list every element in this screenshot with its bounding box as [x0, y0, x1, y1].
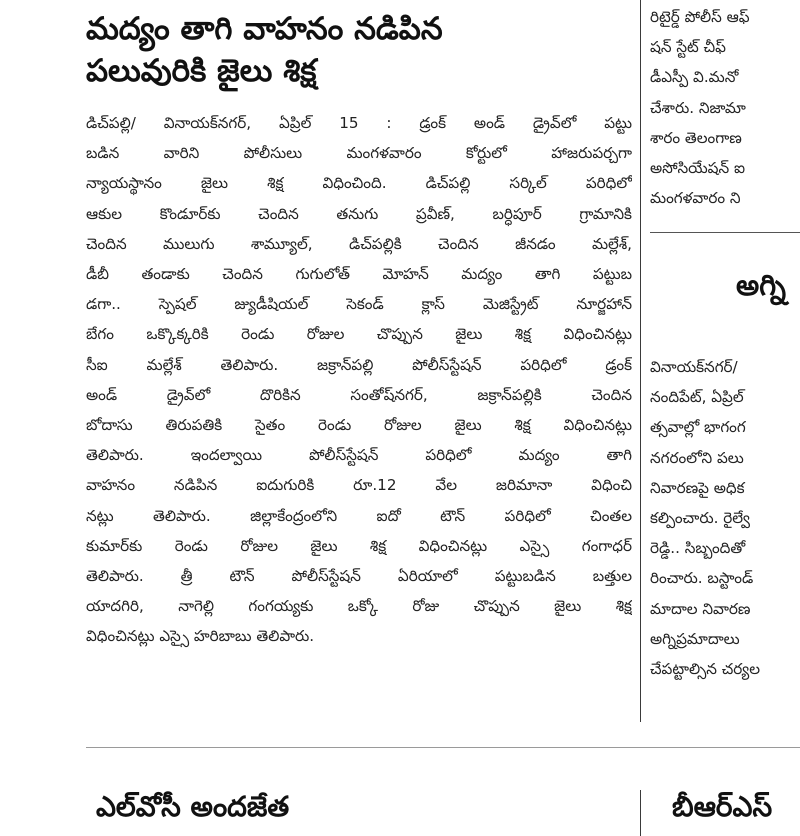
headline-line-1: మద్యం తాగి వాహనం నడిపిన [86, 11, 443, 47]
side-line: నందిపేట్, ఏప్రిల్ [650, 388, 744, 407]
side-line: త్సవాల్లో భాగంగ [650, 418, 746, 437]
bottom-left-headline: ఎల్‌వోసీ అందజేత [96, 790, 290, 823]
headline-line-2: పలువురికి జైలు శిక్ష [86, 53, 317, 89]
side-line: వినాయక్‌నగర్/ [650, 358, 738, 376]
body-line: కుమార్‌కు రెండు రోజుల జైలు శిక్ష విధించినట్లు ఎస్సై గంగాధర్ [86, 536, 632, 555]
side-line: మాదాల నివారణ [650, 599, 751, 618]
article-headline [86, 0, 632, 92]
side-column [650, 0, 800, 722]
body-line: బేగం ఒక్కొక్కరికి రెండు రోజుల చొప్పున జైలు శిక్ష విధించినట్లు [86, 325, 632, 344]
side-line: షన్ స్టేట్ చీఫ్ [650, 38, 726, 57]
body-line: చెందిన ములుగు శామ్యూల్, డిచ్‌పల్లికి చెందిన జీనడం మల్లేశ్, [86, 234, 632, 253]
side-line: డీఎస్పీ వి.మనో [650, 68, 739, 87]
side-line: మంగళవారం ని [650, 189, 741, 208]
body-line: ఆకుల కొండూర్‌కు చెందిన తనుగు ప్రవీణ్, బర్ధిపూర్ గ్రామానికి [86, 204, 632, 223]
body-line: బడిన వారిని పోలీసులు మంగళవారం కోర్టులో హాజరుపర్చగా [86, 144, 632, 163]
body-line: న్యాయస్థానం జైలు శిక్ష విధించింది. డిచ్‌పల్లి సర్కిల్ పరిధిలో [86, 174, 632, 193]
side-line: అగ్నిప్రమాదాలు [650, 629, 740, 648]
body-line: డిచ్‌పల్లి/ వినాయక్‌నగర్, ఏప్రిల్ 15 : డ్రంక్ అండ్ డ్రైవ్‌లో పట్టు [86, 114, 632, 132]
article-body [86, 108, 632, 652]
side-article-top [650, 2, 750, 213]
body-line: డీబీ తండాకు చెందిన గుగులోత్ మోహన్ మద్యం తాగి పట్టుబ [86, 265, 632, 284]
body-line: తెలిపారు. త్రీ టౌన్ పోలీస్‌స్టేషన్ ఏరియాలో పట్టుబడిన బత్తుల [86, 567, 632, 586]
side-line: కల్పించారు. రైల్వే [650, 509, 750, 528]
body-line: సీఐ మల్లేశ్ తెలిపారు. జక్రాన్‌పల్లి పోలీస్‌స్టేషన్ పరిధిలో డ్రంక్ [86, 355, 632, 374]
body-line-last: విధించినట్లు ఎస్సై హరిబాబు తెలిపారు. [86, 627, 315, 646]
body-line: తెలిపారు. ఇందల్వాయి పోలీస్‌స్టేషన్ పరిధిలో మద్యం తాగి [86, 446, 632, 465]
body-line: వాహనం నడిపిన ఐదుగురికి రూ.12 వేల జరిమానా విధించి [86, 476, 632, 495]
side-line: శారం తెలంగాణ [650, 128, 742, 147]
side-line: రిటైర్డ్ పోలీస్ ఆఫ్ [650, 8, 750, 26]
side-line: నగరంలోని పలు [650, 448, 744, 467]
side-article-bottom [650, 352, 760, 684]
main-article [86, 0, 632, 725]
section-divider [86, 747, 800, 748]
body-line: యాదగిరి, నాగెల్లి గంగయ్యకు ఒక్కో రోజు చొప్పున జైలు శిక్ష [86, 597, 632, 616]
side-divider [650, 232, 800, 233]
column-divider [640, 0, 641, 722]
body-line: బోదాసు తిరుపతికి సైతం రెండు రోజుల జైలు శిక్ష విధించినట్లు [86, 416, 632, 435]
side-line: రెడ్డి.. సిబ్బందితో [650, 539, 746, 558]
side-line: చేశారు. నిజామా [650, 98, 746, 117]
side-line: నివారణపై అధిక [650, 478, 745, 497]
body-line: నట్లు తెలిపారు. జిల్లాకేంద్రంలోని ఐదో టౌన్ పరిధిలో చింతల [86, 506, 632, 525]
side-line: అసోసియేషన్ ఐ [650, 159, 746, 178]
bottom-column-divider [640, 790, 641, 836]
bottom-right-headline: బీఆర్‌ఎస్ [672, 790, 773, 823]
body-line: డగా.. స్పెషల్ జ్యుడీషియల్ సెకండ్ క్లాస్ మెజిస్ట్రేట్ నూర్జహాన్ [86, 295, 632, 314]
side-headline: అగ్ని [736, 268, 786, 302]
side-line: చేపట్టాల్సిన చర్యల [650, 660, 761, 679]
side-line: రించారు. బస్టాండ్ [650, 569, 754, 588]
body-line: అండ్ డ్రైవ్‌లో దొరికిన సంతోష్‌నగర్, జక్రాన్‌పల్లికి చెందిన [86, 385, 632, 404]
